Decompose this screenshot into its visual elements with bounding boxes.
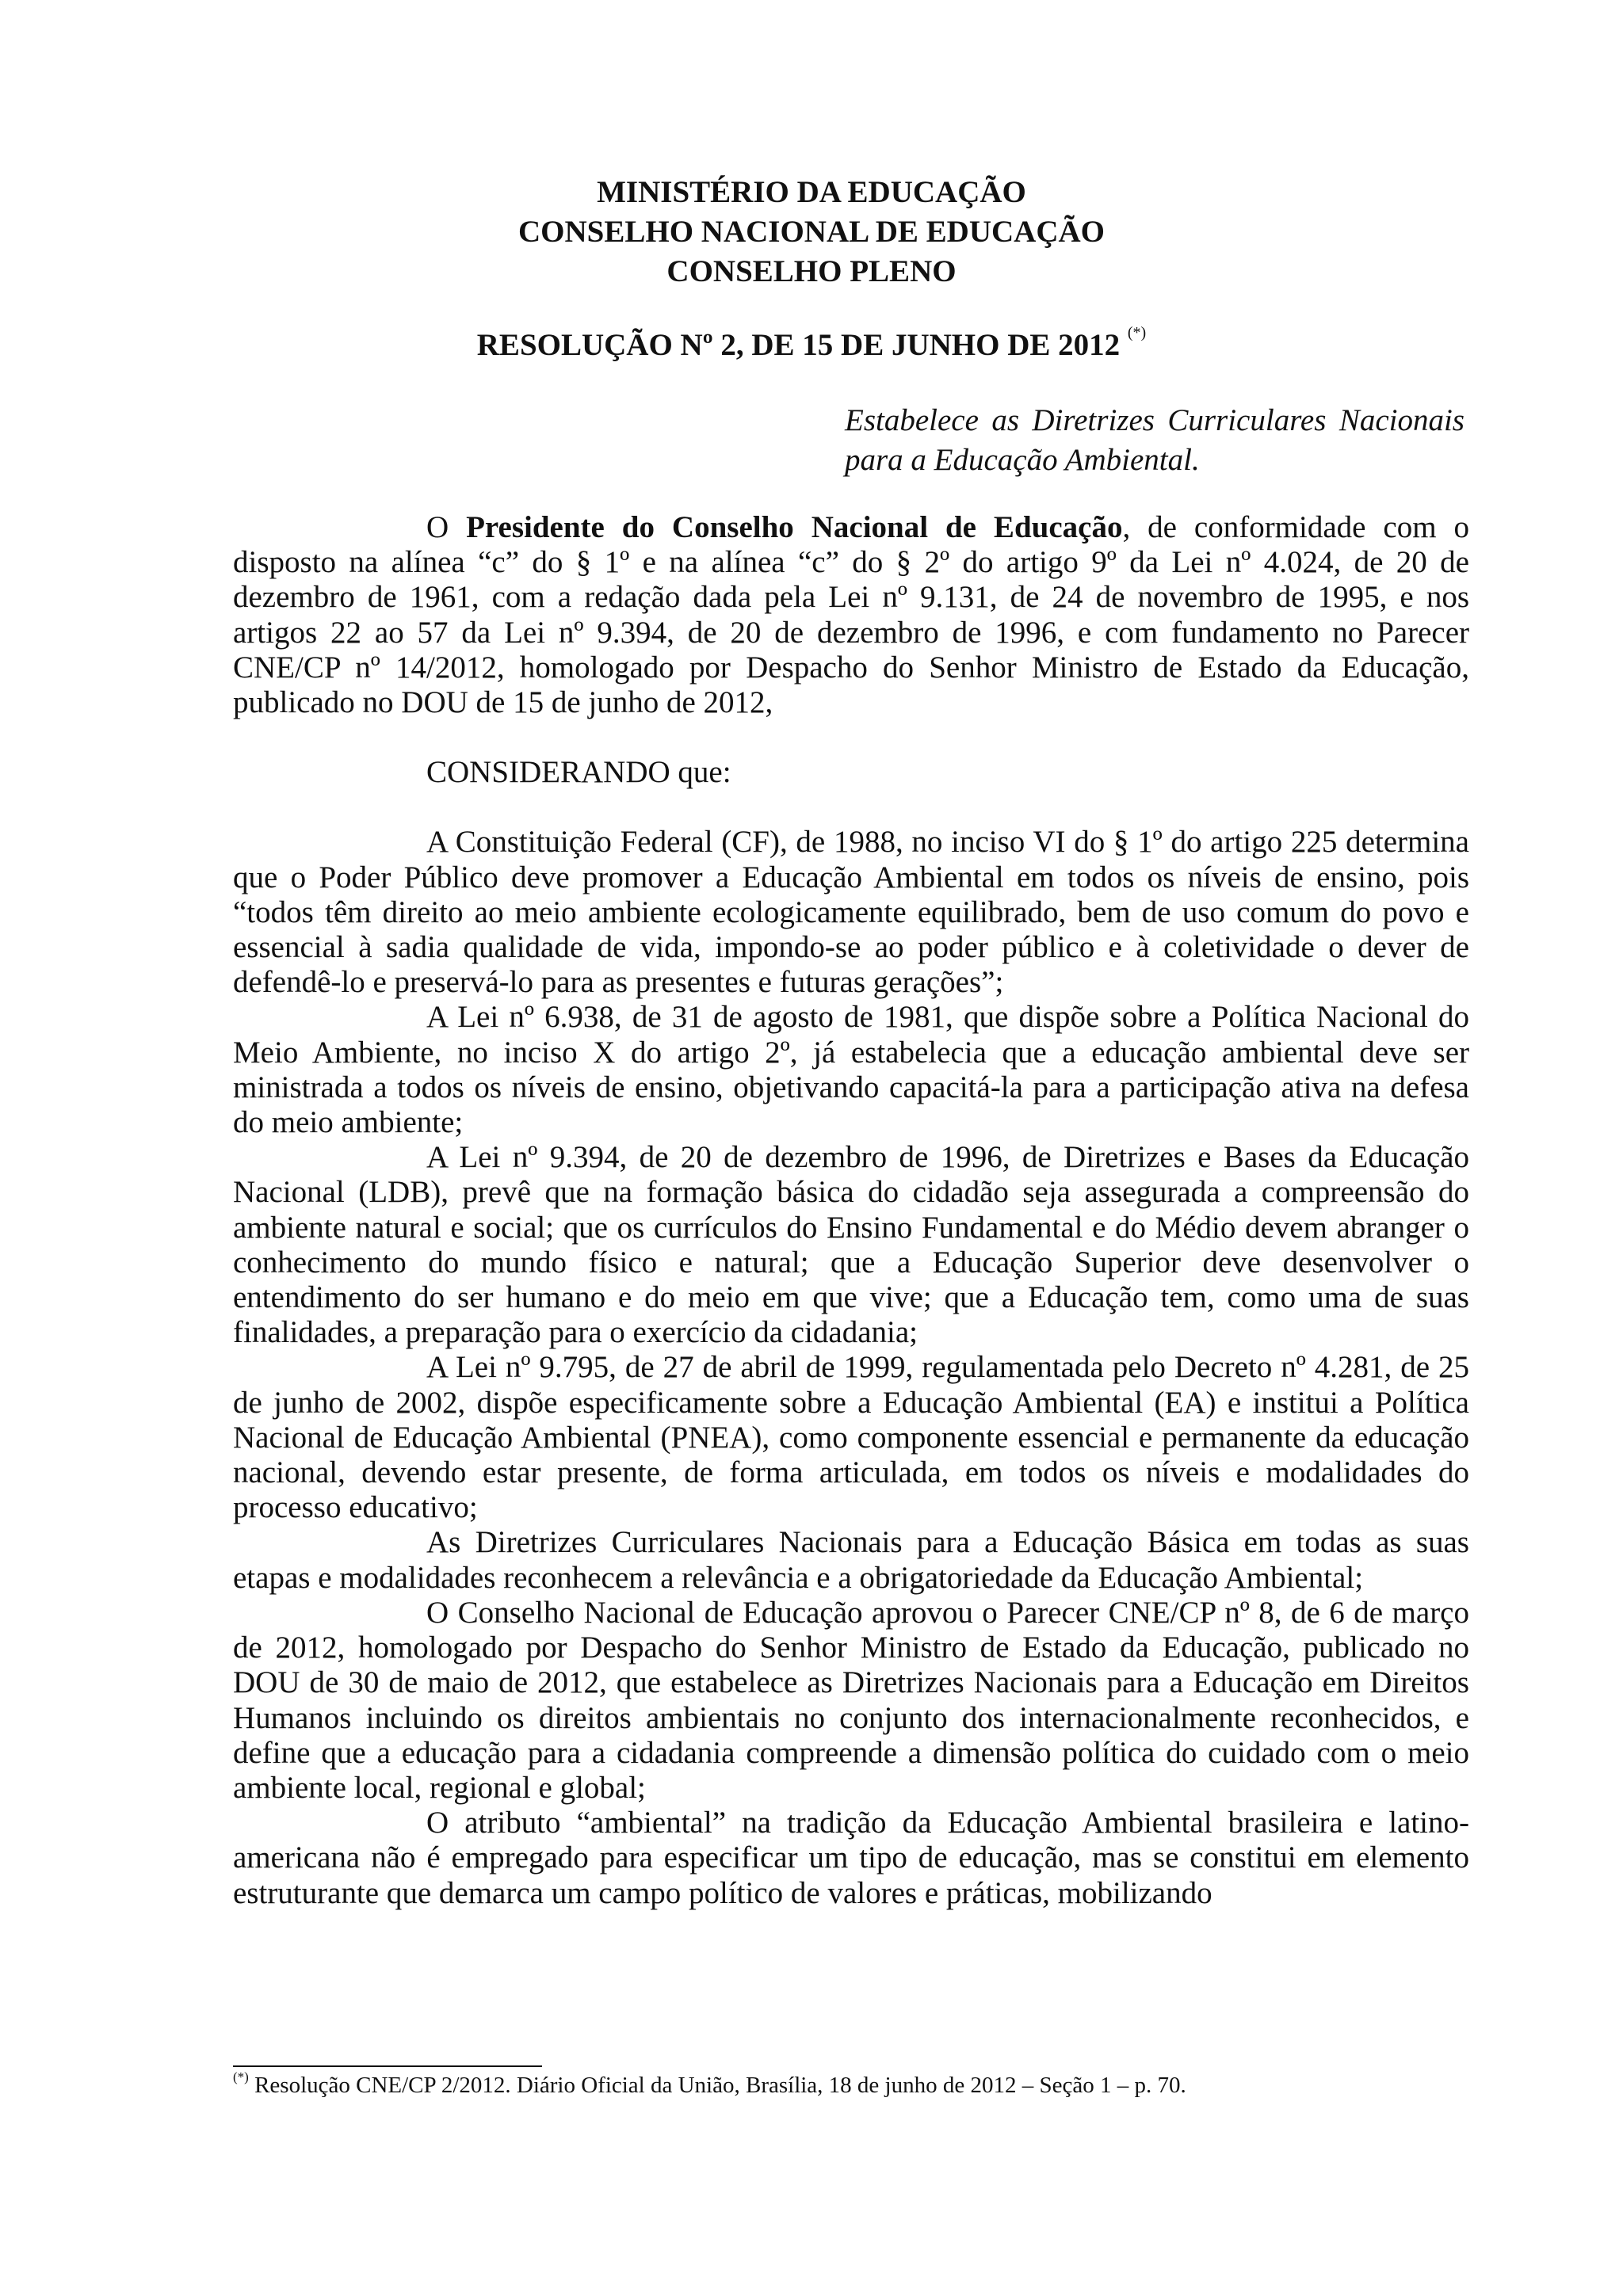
footnote-mark: (*) <box>233 2069 249 2084</box>
footnote-text: Resolução CNE/CP 2/2012. Diário Oficial da União, Brasília, 18 de junho de 2012 – Seção 1 – p. 70. <box>248 2073 1186 2098</box>
preamble-paragraph <box>233 510 1469 720</box>
considerando-paragraph: O Conselho Nacional de Educação aprovou o Parecer CNE/CP nº 8, de 6 de março de 2012, homologado por Despacho do Senhor Ministro de Estado da Educação, publicado no DOU de 30 de maio de 2012, que estabelece as Diretrizes Nacionais para a Educação em Direitos Humanos incluindo os direitos ambientais no conjunto dos internacionalmente reconhecidos, e define que a educação para a cidadania compreende a dimensão política do cuidado com o meio ambiente local, regional e global; <box>233 1595 1469 1805</box>
considerando-paragraph: A Lei nº 9.795, de 27 de abril de 1999, regulamentada pelo Decreto nº 4.281, de 25 de junho de 2002, dispõe especificamente sobre a Educação Ambiental (EA) e institui a Política Nacional de Educação Ambiental (PNEA), como componente essencial e permanente da educação nacional, devendo estar presente, de forma articulada, em todos os níveis e modalidades do processo educativo; <box>233 1350 1469 1525</box>
preamble-text: , de conformidade com o disposto na alínea “c” do § 1º e na alínea “c” do § 2º do artigo 9º da Lei nº 4.024, de 20 de dezembro de 1961, com a redação dada pela Lei nº 9.131, de 24 de novembro de 1995, e nos artigos 22 ao 57 da Lei nº 9.394, de 20 de dezembro de 1996, e com fundamento no Parecer CNE/CP nº 14/2012, homologado por Despacho do Senhor Ministro de Estado da Educação, publicado no DOU de 15 de junho de 2012, <box>233 510 1469 720</box>
resolution-title-text: RESOLUÇÃO Nº 2, DE 15 DE JUNHO DE 2012 <box>476 328 1121 362</box>
considerando-heading: CONSIDERANDO que: <box>426 755 731 790</box>
considerando-paragraph: A Lei nº 6.938, de 31 de agosto de 1981, que dispõe sobre a Política Nacional do Meio Ambiente, no inciso X do artigo 2º, já estabelecia que a educação ambiental deve ser ministrada a todos os níveis de ensino, objetivando capacitá-la para a participação ativa na defesa do meio ambiente; <box>233 1000 1469 1140</box>
resolution-footnote-mark: (*) <box>1127 324 1147 341</box>
chamber-name: CONSELHO PLENO <box>666 254 957 288</box>
document-body <box>233 510 1469 1911</box>
preamble-lead: O <box>426 510 467 544</box>
ementa: Estabelece as Diretrizes Curriculares Nacionais para a Educação Ambiental. <box>845 403 1465 477</box>
considerando-paragraph: A Constituição Federal (CF), de 1988, no inciso VI do § 1º do artigo 225 determina que o Poder Público deve promover a Educação Ambiental em todos os níveis de ensino, pois “todos têm direito ao meio ambiente ecologicamente equilibrado, bem de uso comum do povo e essencial à sadia qualidade de vida, impondo-se ao poder público e à coletividade o dever de defendê-lo e preservá-lo para as presentes e futuras gerações”; <box>233 825 1469 1000</box>
footnote <box>233 2069 1469 2101</box>
footnote-separator <box>233 2065 542 2067</box>
resolution-title <box>0 326 1623 365</box>
document-header <box>0 173 1623 292</box>
ministry-name: MINISTÉRIO DA EDUCAÇÃO <box>597 175 1026 209</box>
considerando-paragraph: O atributo “ambiental” na tradição da Educação Ambiental brasileira e latino-americana não é empregado para especificar um tipo de educação, mas se constitui em elemento estruturante que demarca um campo político de valores e práticas, mobilizando <box>233 1806 1469 1910</box>
council-name: CONSELHO NACIONAL DE EDUCAÇÃO <box>517 215 1105 249</box>
considerando-paragraph: A Lei nº 9.394, de 20 de dezembro de 1996, de Diretrizes e Bases da Educação Nacional (LDB), prevê que na formação básica do cidadão seja assegurada a compreensão do ambiente natural e social; que os currículos do Ensino Fundamental e do Médio devem abranger o conhecimento do mundo físico e natural; que a Educação Superior deve desenvolver o entendimento do ser humano e do meio em que vive; que a Educação tem, como uma de suas finalidades, a preparação para o exercício da cidadania; <box>233 1140 1469 1350</box>
preamble-authority: Presidente do Conselho Nacional de Educação <box>466 510 1123 544</box>
considerando-paragraph: As Diretrizes Curriculares Nacionais para a Educação Básica em todas as suas etapas e modalidades reconhecem a relevância e a obrigatoriedade da Educação Ambiental; <box>233 1525 1469 1595</box>
